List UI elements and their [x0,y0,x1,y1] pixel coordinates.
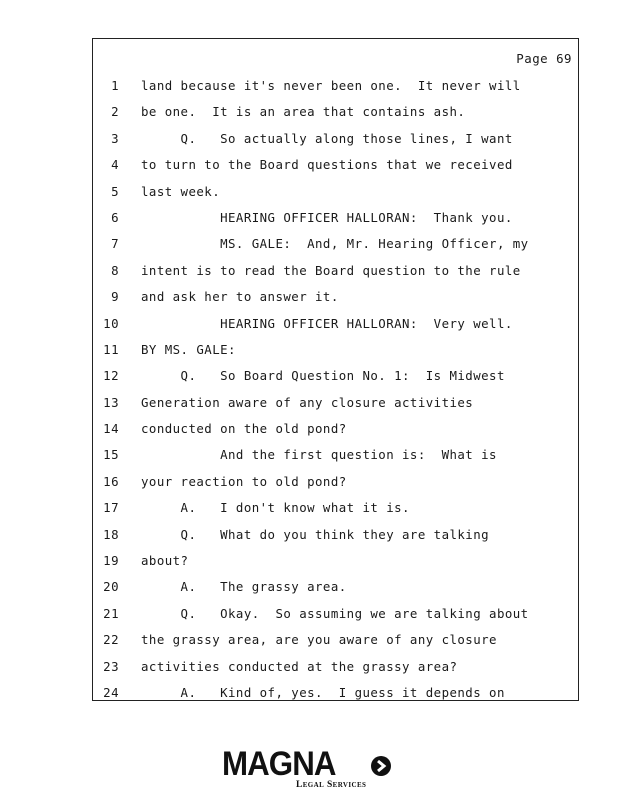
line-number: 19 [103,553,119,569]
line-text: be one. It is an area that contains ash. [141,104,466,120]
transcript-line [93,205,578,231]
transcript-line [93,179,578,205]
line-number: 1 [111,78,119,93]
transcript-line [93,99,578,125]
transcript-line [93,258,578,284]
line-number: 5 [111,183,119,199]
line-number: 17 [103,500,119,516]
line-text: Q. Okay. So assuming we are talking about [141,605,529,621]
line-text: BY MS. GALE: [141,341,236,357]
line-text: A. The grassy area. [141,579,347,595]
transcript-lines [93,73,578,706]
transcript-line [93,337,578,363]
line-text: And the first question is: What is [141,447,497,463]
line-text: your reaction to old pond? [141,473,347,489]
line-number: 13 [103,394,119,410]
line-text: Q. So Board Question No. 1: Is Midwest [141,368,505,384]
line-text: Q. So actually along those lines, I want [141,130,513,146]
line-text: MS. GALE: And, Mr. Hearing Officer, my [141,236,529,252]
line-number: 12 [103,368,119,384]
line-number: 3 [111,130,119,146]
line-text: A. I don't know what it is. [141,500,410,516]
transcript-line [93,548,578,574]
line-text: activities conducted at the grassy area? [141,658,458,674]
transcript-line [93,390,578,416]
magna-logo [222,746,397,794]
line-number: 24 [103,684,119,700]
line-number: 11 [103,341,119,357]
line-number: 15 [103,447,119,463]
line-text: A. Kind of, yes. I guess it depends on [141,684,505,700]
line-text: about? [141,553,189,569]
transcript-line [93,627,578,653]
transcript-line [93,495,578,521]
transcript-line [93,363,578,389]
transcript-line [93,522,578,548]
transcript-line [93,73,578,99]
logo-wordmark: MAGNA [222,745,336,783]
line-text: HEARING OFFICER HALLORAN: Very well. [141,315,513,331]
transcript-line [93,231,578,257]
line-number: 18 [103,526,119,542]
line-number: 21 [103,605,119,621]
line-number: 23 [103,658,119,674]
line-number: 9 [111,289,119,305]
line-text: conducted on the old pond? [141,421,347,437]
line-number: 14 [103,421,119,437]
transcript-line [93,680,578,706]
line-number: 22 [103,632,119,648]
line-text: Q. What do you think they are talking [141,526,490,542]
line-number: 20 [103,579,119,595]
line-number: 10 [103,315,119,331]
transcript-line [93,284,578,310]
transcript-line [93,416,578,442]
transcript-line [93,311,578,337]
transcript-line [93,126,578,152]
transcript-line [93,152,578,178]
line-number: 2 [111,104,119,120]
transcript-line [93,654,578,680]
line-number: 8 [111,262,119,278]
transcript-line [93,601,578,627]
line-number: 4 [111,157,119,173]
line-text: Generation aware of any closure activities [141,394,474,410]
line-number: 16 [103,473,119,489]
line-text: the grassy area, are you aware of any closure [141,632,497,648]
line-text: last week. [141,183,221,199]
transcript-page [92,38,579,701]
line-text: to turn to the Board questions that we received [141,157,513,173]
line-text: land because it's never been one. It never will [141,78,521,93]
chevron-right-circle-icon [370,755,392,777]
page-number: Page 69 [516,51,572,66]
line-text: intent is to read the Board question to the rule [141,262,521,278]
transcript-line [93,442,578,468]
line-number: 7 [111,236,119,252]
line-text: HEARING OFFICER HALLORAN: Thank you. [141,209,513,225]
transcript-line [93,574,578,600]
line-text: and ask her to answer it. [141,289,339,305]
transcript-line [93,469,578,495]
line-number: 6 [111,209,119,225]
logo-subtitle: Legal Services [296,780,367,790]
